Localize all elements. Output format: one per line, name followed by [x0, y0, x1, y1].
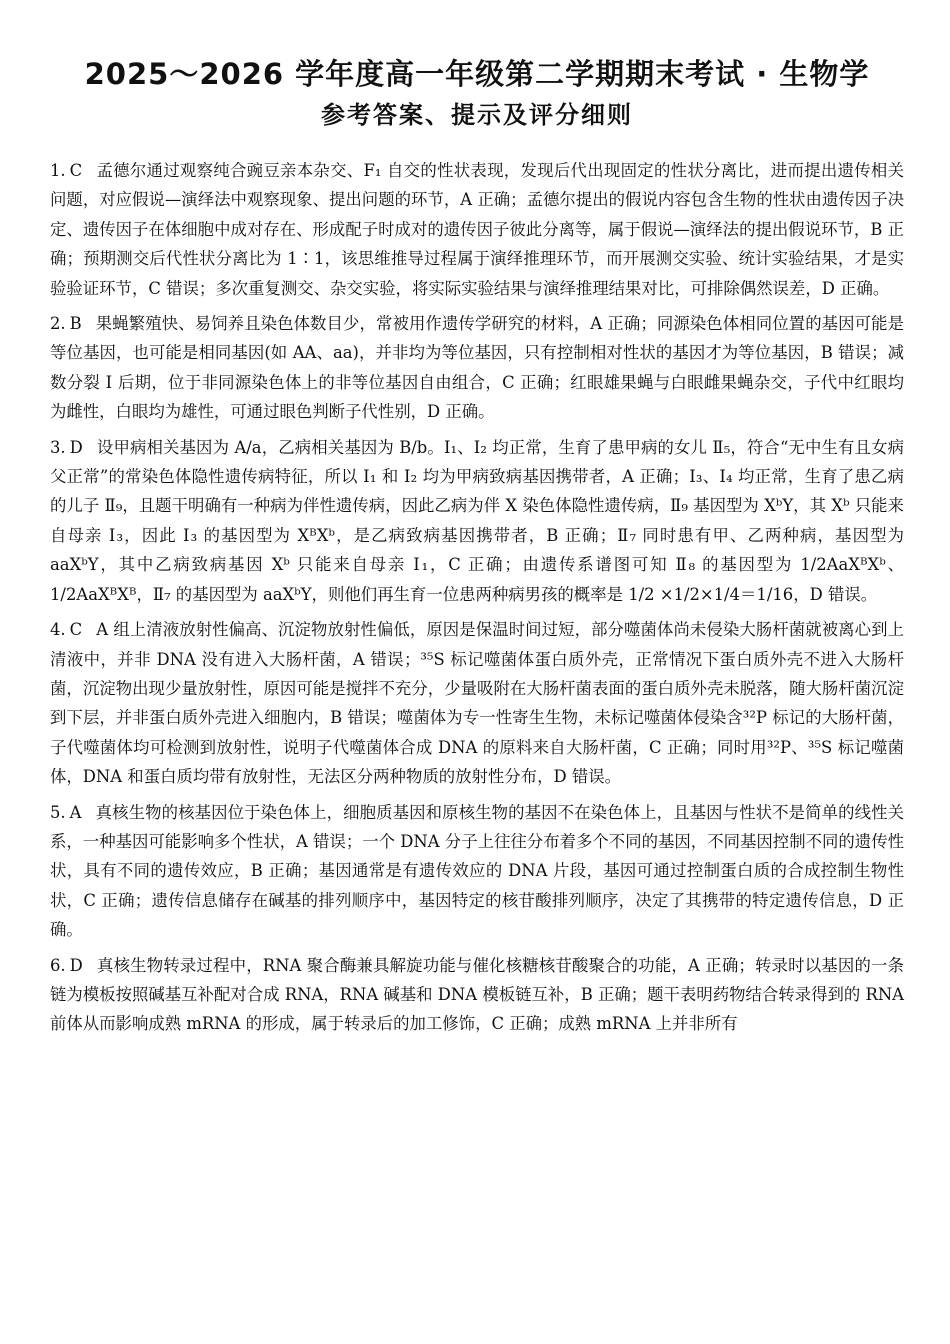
item-answer: D: [69, 955, 83, 975]
page-title: 2025～2026 学年度高一年级第二学期期末考试 · 生物学: [84, 57, 870, 91]
answer-item-2: [50, 309, 904, 427]
item-explanation: 真核生物转录过程中，RNA 聚合酶兼具解旋功能与催化核糖核苷酸聚合的功能，A 正确；转录时以基因的一条链为模板按照碱基互补配对合成 RNA，RNA 碱基和 DNA 模板链互补，B 正确；题干表明药物结合转录得到的 RNA 前体从而影响成熟 mRNA 的形成，属于转录后的加工修饰，C 正确；成熟 mRNA 上并非所有: [50, 955, 904, 1034]
item-number: 4.: [50, 620, 66, 640]
item-answer: D: [69, 437, 83, 457]
answer-item-3: [50, 433, 904, 609]
item-explanation: 真核生物的核基因位于染色体上，细胞质基因和原核生物的基因不在染色体上，且基因与性状不是简单的线性关系，一种基因可能影响多个性状，A 错误；一个 DNA 分子上往往分布着多个不同的基因，不同基因控制不同的遗传性状，具有不同的遗传效应，B 正确；基因通常是有遗传效应的 DNA 片段，基因可通过控制蛋白质的合成控制生物性状，C 正确；遗传信息储存在碱基的排列顺序中，基因特定的核苷酸排列顺序，决定了其携带的特定遗传信息，D 正确。: [50, 802, 904, 940]
answer-item-5: [50, 798, 904, 945]
answer-item-1: [50, 156, 904, 303]
item-number: 3.: [50, 437, 66, 457]
item-explanation: A 组上清液放射性偏高、沉淀物放射性偏低，原因是保温时间过短，部分噬菌体尚未侵染大肠杆菌就被离心到上清液中，并非 DNA 没有进入大肠杆菌，A 错误；³⁵S 标记噬菌体蛋白质外壳，正常情况下蛋白质外壳不进入大肠杆菌，沉淀物出现少量放射性，原因可能是搅拌不充分，少量吸附在大肠杆菌表面的蛋白质外壳未脱落，随大肠杆菌沉淀到下层，并非蛋白质外壳进入细胞内，B 错误；噬菌体为专一性寄生生物，未标记噬菌体侵染含³²P 标记的大肠杆菌，子代噬菌体均可检测到放射性，说明子代噬菌体合成 DNA 的原料来自大肠杆菌，C 正确；同时用³²P、³⁵S 标记噬菌体，DNA 和蛋白质均带有放射性，无法区分两种物质的放射性分布，D 错误。: [50, 620, 904, 787]
item-number: 2.: [50, 314, 66, 334]
item-number: 1.: [50, 161, 66, 180]
item-answer: C: [69, 161, 83, 180]
page-subtitle: 参考答案、提示及评分细则: [321, 101, 633, 129]
item-answer: C: [69, 620, 83, 640]
answer-item-4: [50, 615, 904, 791]
item-answer: A: [69, 802, 82, 822]
item-explanation: 孟德尔通过观察纯合豌豆亲本杂交、F₁ 自交的性状表现，发现后代出现固定的性状分离比，进而提出遗传相关问题，对应假说—演绎法中观察现象、提出问题的环节，A 正确；孟德尔提出的假说内容包含生物的性状由遗传因子决定、遗传因子在体细胞中成对存在、形成配子时成对的遗传因子彼此分离等，属于假说—演绎法的提出假说环节，B 正确；预期测交后代性状分离比为 1∶1，该思维推导过程属于演绎推理环节，而开展测交实验、统计实验结果，才是实验验证环节，C 错误；多次重复测交、杂交实验，将实际实验结果与演绎推理结果对比，可排除偶然误差，D 正确。: [50, 161, 904, 298]
item-explanation: 设甲病相关基因为 A/a，乙病相关基因为 B/b。Ⅰ₁、Ⅰ₂ 均正常，生育了患甲病的女儿 Ⅱ₅，符合“无中生有且女病父正常”的常染色体隐性遗传病特征，所以 Ⅰ₁ 和 Ⅰ₂ 均为甲病致病基因携带者，A 正确；Ⅰ₃、Ⅰ₄ 均正常，生育了患乙病的儿子 Ⅱ₉，且题干明确有一种病为伴性遗传病，因此乙病为伴 X 染色体隐性遗传病，Ⅱ₉ 基因型为 XᵇY，其 Xᵇ 只能来自母亲 Ⅰ₃，因此 Ⅰ₃ 的基因型为 XᴮXᵇ，是乙病致病基因携带者，B 正确；Ⅱ₇ 同时患有甲、乙两种病，基因型为 aaXᵇY，其中乙病致病基因 Xᵇ 只能来自母亲 Ⅰ₁，C 正确；由遗传系谱图可知 Ⅱ₈ 的基因型为 1/2AaXᴮXᵇ、1/2AaXᴮXᴮ，Ⅱ₇ 的基因型为 aaXᵇY，则他们再生育一位患两种病男孩的概率是 1/2 ×1/2×1/4＝1/16，D 错误。: [50, 437, 904, 604]
item-number: 5.: [50, 802, 66, 822]
item-explanation: 果蝇繁殖快、易饲养且染色体数目少，常被用作遗传学研究的材料，A 正确；同源染色体相同位置的基因可能是等位基因，也可能是相同基因(如 AA、aa)，并非均为等位基因，只有控制相对性状的基因才为等位基因，B 错误；减数分裂 Ⅰ 后期，位于非同源染色体上的非等位基因自由组合，C 正确；红眼雄果蝇与白眼雌果蝇杂交，子代中红眼均为雌性，白眼均为雄性，可通过眼色判断子代性别，D 正确。: [50, 314, 904, 422]
item-number: 6.: [50, 955, 66, 975]
answer-item-6: [50, 951, 904, 1039]
answer-list: [50, 156, 904, 1039]
item-answer: B: [69, 314, 82, 334]
